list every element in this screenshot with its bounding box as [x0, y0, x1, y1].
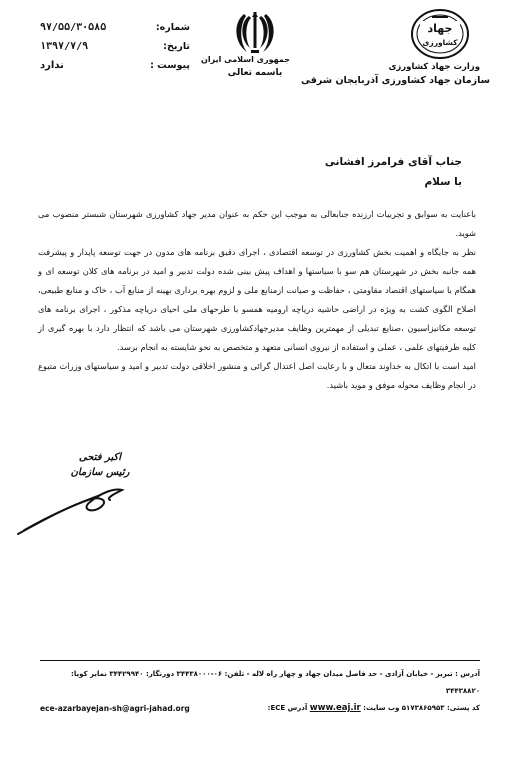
footer-divider — [40, 660, 480, 661]
date-value: ۱۳۹۷/۷/۹ — [40, 41, 89, 52]
letter-footer — [40, 666, 480, 717]
website-link[interactable]: www.eaj.ir — [309, 703, 361, 713]
footer-postal: کد پستی: ۵۱۷۳۸۶۵۹۵۳ وب سایت: — [363, 704, 480, 712]
logo-word-jahad: جهاد — [427, 22, 453, 35]
jahad-keshavarzi-logo-icon — [410, 8, 470, 60]
footer-address: آدرس : تبریز - خیابان آزادی - حد فاصل میدان جهاد و چهار راه لاله - تلفن: ۰۶-۳۴۴۳۸۰۰۰ دورنگار: ۳۴۴۲۹۹۴۰ نمابر کویا: ۳۴۴۳۸۸۲۰ — [71, 670, 480, 695]
body-paragraph: امید است با اتکال به خداوند متعال و با رعایت اصل اعتدال گرائی و منشور اخلاقی دولت تدبیر و امید و سیاستهای وزرات متبوع در انجام وظایف محوله موفق و موید باشید. — [38, 361, 476, 390]
body-paragraph: نظر به جایگاه و اهمیت بخش کشاورزی در توسعه اقتصادی ، اجرای دقیق برنامه های مدون در جهت توسعه پایدار و پیشرفت همه جانبه بخش در شهرستان هم سو با سیاستها و اهداف پیش بینی شده دولت تدبیر و امید در برنامه های کلان توسعه ای و همگام با سیاستهای اقتصاد مقاومتی ، حفاظت و صیانت ازمنابع ملی و لزوم بهره برداری بهینه از منابع آب ، خاک و منابع طبیعی، اصلاح الگوی کشت به ویژه در اراضی حاشیه دریاچه ارومیه همسو با طرحهای ملی احیای دریاچه مذکور ، اجرای برنامه های توسعه مکانیزاسیون ،صنایع تبدیلی از مهمترین وظایف مدیرجهادکشاورزی شهرستان می باشد که انتظار دارد با بهره گیری از کلیه ظرفیتهای علمی ، عملی و استفاده از نیروی انسانی متعهد و متخصص به نحو شایسته به انجام برسد. — [38, 247, 476, 352]
organization-name: سازمان جهاد کشاورزی آذربایجان شرقی — [301, 75, 490, 86]
signature-block — [55, 452, 145, 478]
date-row — [40, 37, 190, 56]
letter-metadata — [40, 18, 190, 75]
signatory-name: اکبر فتحی — [78, 452, 122, 463]
attachment-row — [40, 56, 190, 75]
date-label: تاریخ: — [163, 41, 190, 52]
national-emblem-block — [201, 8, 290, 78]
attachment-value: ندارد — [40, 60, 64, 71]
number-row — [40, 18, 190, 37]
ministry-name: وزارت جهاد کشاورزی — [388, 62, 480, 72]
letter-body — [38, 205, 476, 395]
basmala-text: باسمه تعالی — [227, 68, 283, 78]
number-label: شماره: — [155, 22, 190, 33]
greeting: با سلام — [424, 176, 462, 188]
country-name: جمهوری اسلامی ایران — [201, 55, 290, 64]
email-address[interactable]: ece-azarbayejan-sh@agri-jahad.org — [40, 704, 190, 713]
footer-contact-row — [40, 700, 480, 717]
iran-emblem-icon — [235, 8, 275, 54]
recipient-name: جناب آقای فرامرز افشانی — [324, 156, 462, 168]
body-paragraph: باعنایت به سوابق و تجربیات ارزنده جنابعالی به موجب این حکم به عنوان مدیر جهاد کشاورزی شهرستان شبستر منصوب می شوید. — [38, 209, 476, 238]
attachment-label: پیوست : — [150, 60, 190, 71]
recipient-block — [325, 152, 462, 192]
number-value: ۹۷/۵۵/۳۰۵۸۵ — [40, 22, 107, 33]
signatory-title: رئیس سازمان — [70, 467, 130, 478]
logo-word-keshavarzi: کشاورزی — [422, 38, 458, 47]
ministry-logo-block — [301, 8, 490, 86]
footer-email-label: آدرس ECE: — [267, 704, 308, 712]
